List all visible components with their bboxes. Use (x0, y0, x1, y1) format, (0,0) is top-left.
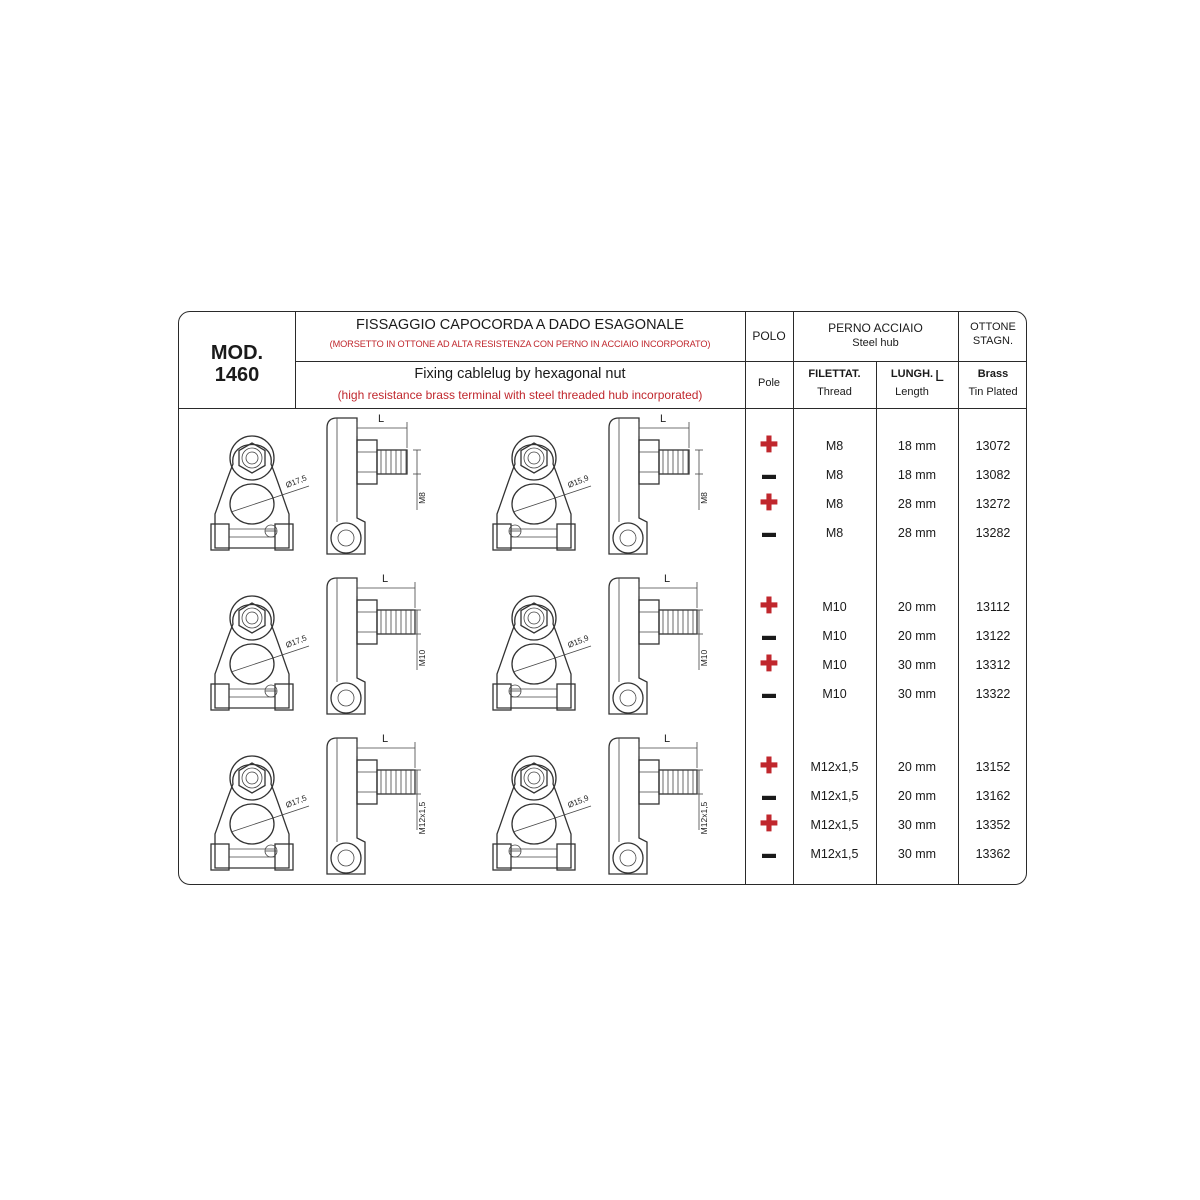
thread-label: M8 (699, 492, 709, 504)
diameter-label: Ø15,9 (566, 793, 590, 810)
cell-code: 13072 (975, 439, 1011, 453)
cell-thread: M10 (822, 629, 847, 643)
header-steel-hub: Steel hub (852, 337, 899, 349)
cell-length: 30 mm (897, 847, 937, 861)
cell-length: 28 mm (897, 497, 937, 511)
clamp-side-view (327, 573, 427, 714)
header-mid-rule-right (745, 361, 1027, 362)
pole-positive-icon: ✚ (759, 432, 779, 457)
header-polo: POLO (752, 329, 786, 343)
thread-label: M12x1,5 (699, 801, 709, 835)
cell-thread: M12x1,5 (810, 760, 859, 774)
cell-code: 13112 (976, 600, 1010, 614)
cell-length: 28 mm (897, 526, 937, 540)
diameter-label: Ø15,9 (566, 633, 590, 650)
cell-length: 20 mm (897, 760, 937, 774)
title-english: Fixing cablelug by hexagonal nut (414, 366, 626, 382)
cell-thread: M8 (825, 526, 844, 540)
dimension-l-label: L (382, 733, 389, 745)
cell-thread: M10 (822, 658, 847, 672)
dimension-l-label: L (660, 413, 667, 425)
pole-negative-icon: ▬ (762, 466, 776, 482)
pole-negative-icon: ▬ (762, 845, 776, 861)
header-pole: Pole (757, 377, 781, 389)
clamp-side-view (609, 733, 709, 874)
cell-thread: M8 (825, 468, 844, 482)
subtitle-italian: (MORSETTO IN OTTONE AD ALTA RESISTENZA CON PERNO IN ACCIAIO INCORPORATO) (329, 339, 711, 349)
clamp-front-view-negative (493, 756, 591, 870)
cell-length: 18 mm (897, 439, 937, 453)
header-filettat: FILETTAT. (808, 368, 861, 380)
model-number: 1460 (214, 364, 260, 386)
cell-code: 13272 (975, 497, 1011, 511)
cell-code: 13362 (975, 847, 1011, 861)
pole-negative-icon: ▬ (762, 685, 776, 701)
cell-code: 13082 (975, 468, 1011, 482)
header-length-symbol: L (935, 368, 944, 385)
clamp-front-view-positive (211, 596, 309, 710)
cell-code: 13282 (975, 526, 1011, 540)
cell-code: 13322 (975, 687, 1011, 701)
thread-label: M10 (417, 649, 427, 667)
subtitle-english: (high resistance brass terminal with steel threaded hub incorporated) (337, 388, 703, 402)
thread-label: M10 (699, 649, 709, 667)
cell-code: 13152 (975, 760, 1011, 774)
pole-negative-icon: ▬ (762, 627, 776, 643)
title-italian: FISSAGGIO CAPOCORDA A DADO ESAGONALE (356, 317, 684, 333)
diameter-label: Ø17,5 (284, 793, 308, 810)
cell-code: 13312 (975, 658, 1011, 672)
cell-thread: M12x1,5 (810, 847, 859, 861)
clamp-side-view (327, 413, 427, 554)
pole-positive-icon: ✚ (759, 811, 779, 836)
cell-thread: M8 (825, 439, 844, 453)
header-length: Length (895, 386, 929, 398)
pole-positive-icon: ✚ (759, 490, 779, 515)
header-lungh: LUNGH. (890, 368, 934, 380)
technical-drawings (179, 408, 745, 885)
header-stagn: STAGN. (972, 335, 1014, 347)
pole-negative-icon: ▬ (762, 787, 776, 803)
cell-length: 20 mm (897, 600, 937, 614)
pole-negative-icon: ▬ (762, 524, 776, 540)
pole-positive-icon: ✚ (759, 753, 779, 778)
clamp-front-view-positive (211, 436, 309, 550)
clamp-side-view (327, 733, 427, 874)
clamp-front-view-positive (211, 756, 309, 870)
header-thread: Thread (817, 386, 852, 398)
dimension-l-label: L (664, 733, 671, 745)
cell-thread: M10 (822, 600, 847, 614)
clamp-side-view (609, 573, 709, 714)
thread-label: M8 (417, 492, 427, 504)
cell-thread: M12x1,5 (810, 818, 859, 832)
cell-code: 13162 (975, 789, 1011, 803)
cell-length: 30 mm (897, 818, 937, 832)
cell-thread: M12x1,5 (810, 789, 859, 803)
cell-length: 30 mm (897, 658, 937, 672)
dimension-l-label: L (664, 573, 671, 585)
thread-label: M12x1,5 (417, 801, 427, 835)
model-label: MOD. (210, 342, 264, 364)
cell-length: 20 mm (897, 629, 937, 643)
dimension-l-label: L (378, 413, 385, 425)
pole-positive-icon: ✚ (759, 651, 779, 676)
cell-code: 13122 (975, 629, 1011, 643)
cell-thread: M8 (825, 497, 844, 511)
header-mid-rule-left (295, 361, 745, 362)
header-ottone: OTTONE (970, 321, 1016, 333)
product-sheet (178, 311, 1027, 885)
clamp-front-view-negative (493, 596, 591, 710)
diameter-label: Ø15,9 (566, 473, 590, 490)
clamp-side-view (609, 413, 709, 554)
cell-length: 18 mm (897, 468, 937, 482)
clamp-front-view-negative (493, 436, 591, 550)
pole-positive-icon: ✚ (759, 593, 779, 618)
cell-code: 13352 (975, 818, 1011, 832)
header-perno-acciaio: PERNO ACCIAIO (828, 321, 923, 335)
dimension-l-label: L (382, 573, 389, 585)
header-tin-plated: Tin Plated (968, 386, 1018, 398)
cell-length: 30 mm (897, 687, 937, 701)
cell-thread: M10 (822, 687, 847, 701)
cell-length: 20 mm (897, 789, 937, 803)
header-brass: Brass (977, 368, 1009, 380)
diameter-label: Ø17,5 (284, 473, 308, 490)
diameter-label: Ø17,5 (284, 633, 308, 650)
